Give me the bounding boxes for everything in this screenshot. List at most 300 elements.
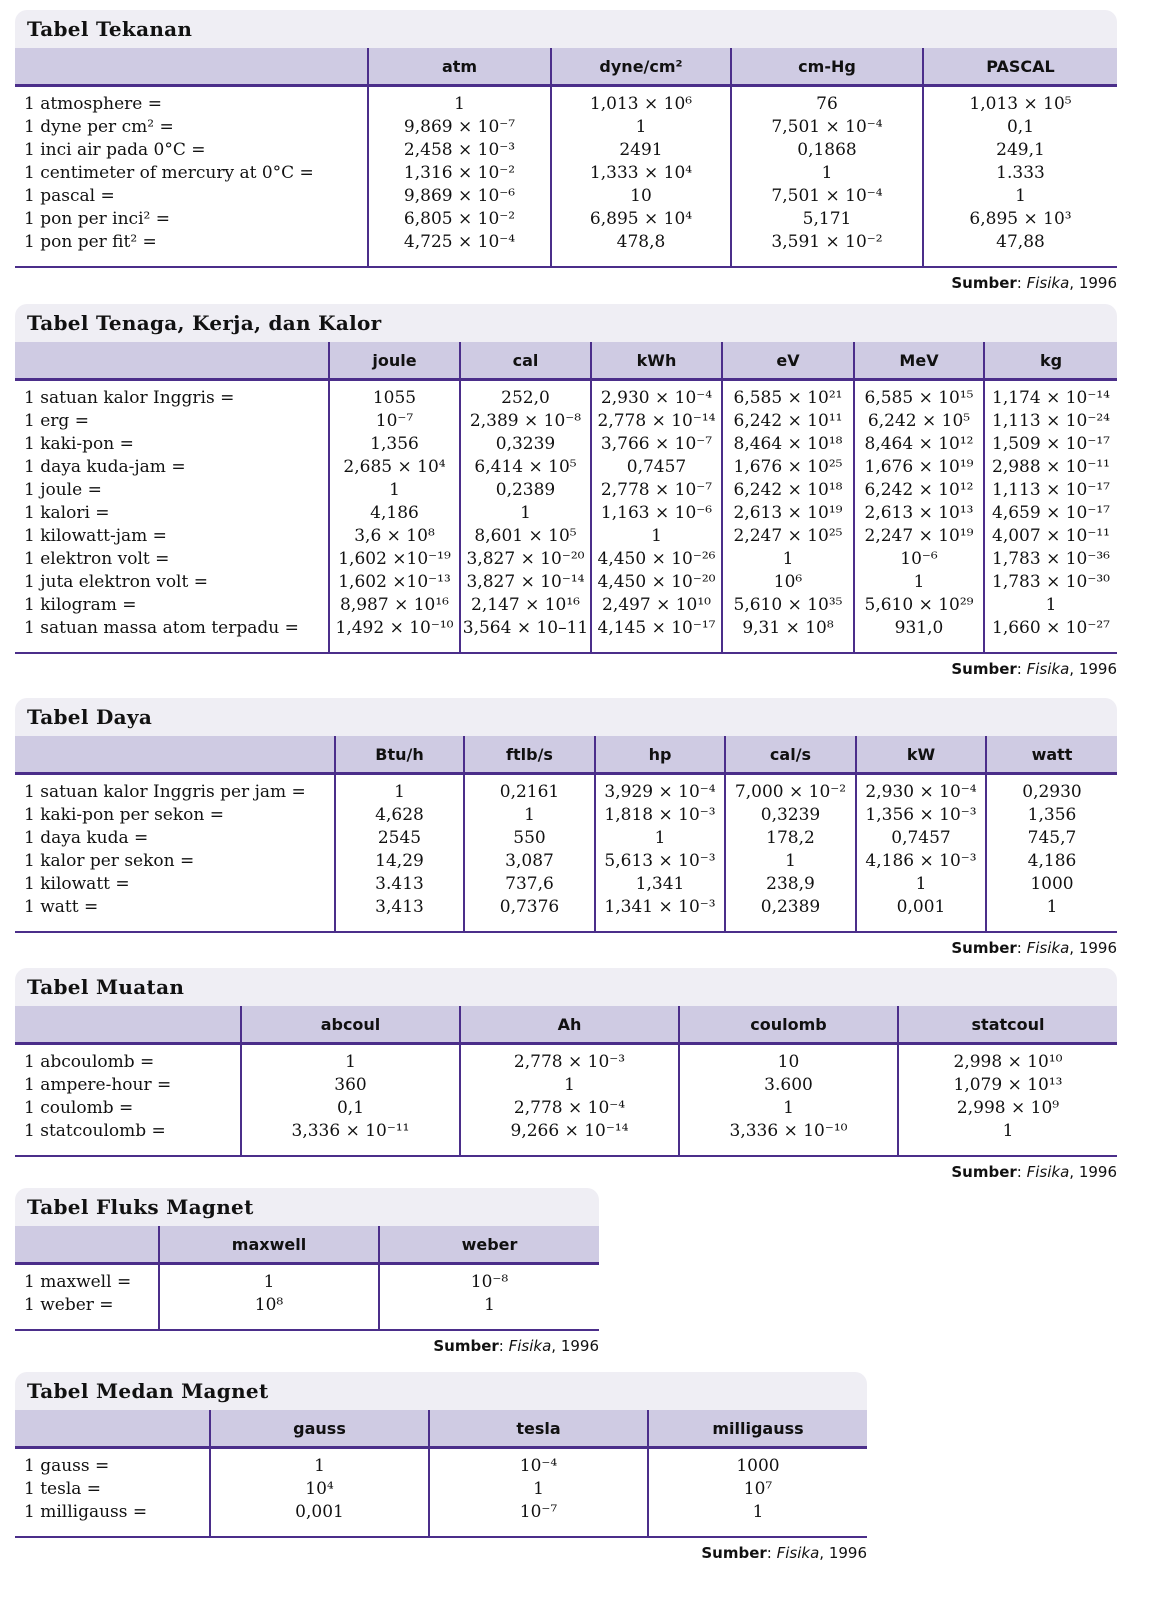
table-cell: 1 [725,850,856,873]
bottom-rule [15,931,1117,933]
source-year: , 1996 [1069,939,1117,957]
table-cell: 1,356 × 10⁻³ [856,804,986,827]
table-row [15,873,1117,896]
table-cell: 8,464 × 10¹² [854,433,984,456]
table-cell: 0,1 [241,1097,460,1120]
table-cell: 478,8 [551,231,731,266]
table-cell: 5,171 [731,208,923,231]
table-cell: 1,113 × 10⁻²⁴ [984,410,1117,433]
row-label: 1 maxwell = [24,1272,132,1292]
table-cell: 6,585 × 10²¹ [722,380,854,411]
table-row [15,896,1117,931]
table-cell: 1 [595,827,725,850]
table-cell: 3,336 × 10⁻¹⁰ [679,1120,898,1155]
table-cell: 1 [648,1501,867,1536]
conversion-table [15,1006,1117,1155]
table-cell: 5,610 × 10²⁹ [854,594,984,617]
column-header: kg [984,342,1117,380]
header-blank-cell [15,1006,241,1044]
table-cell: 6,895 × 10⁴ [551,208,731,231]
table-cell: 178,2 [725,827,856,850]
source-year: , 1996 [551,1337,599,1355]
source-note: Sumber: Fisika, 1996 [951,274,1117,292]
row-label: 1 kalori = [24,503,110,523]
table-cell: 3,766 × 10⁻⁷ [591,433,722,456]
table-cell: 0,7457 [591,456,722,479]
table-section-medan-magnet [15,1372,867,1562]
table-cell: 10⁸ [159,1294,379,1329]
row-label: 1 kilowatt = [24,874,130,894]
table-cell: 1 [460,1074,679,1097]
header-blank-cell [15,48,368,86]
table-cell: 2,778 × 10⁻¹⁴ [591,410,722,433]
table-cell: 1000 [648,1448,867,1479]
table-cell: 4,007 × 10⁻¹¹ [984,525,1117,548]
table-row [15,456,1117,479]
table-cell: 2,998 × 10¹⁰ [898,1044,1117,1075]
table-cell: 0,001 [210,1501,429,1536]
table-row [15,594,1117,617]
table-cell: 10 [551,185,731,208]
table-cell: 2,778 × 10⁻⁴ [460,1097,679,1120]
row-label: 1 weber = [24,1295,114,1315]
table-row [15,433,1117,456]
conversion-table [15,48,1117,266]
table-cell: 1,079 × 10¹³ [898,1074,1117,1097]
table-row [15,617,1117,652]
table-cell: 1,316 × 10⁻² [368,162,551,185]
source-year: , 1996 [1069,274,1117,292]
table-cell: 1 [923,185,1117,208]
row-label: 1 dyne per cm² = [24,117,174,137]
row-label: 1 coulomb = [24,1098,134,1118]
table-title: Tabel Daya [15,698,1117,736]
column-header: cm-Hg [731,48,923,86]
table-cell: 10⁴ [210,1478,429,1501]
column-header: tesla [429,1410,648,1448]
table-cell: 10⁻⁷ [429,1501,648,1536]
table-cell: 1,676 × 10²⁵ [722,456,854,479]
table-title: Tabel Tekanan [15,10,1117,48]
table-cell: 1,013 × 10⁵ [923,86,1117,117]
source-note: Sumber: Fisika, 1996 [951,939,1117,957]
column-header: abcoul [241,1006,460,1044]
table-cell: 8,601 × 10⁵ [460,525,591,548]
row-label: 1 pascal = [24,186,115,206]
column-header: kWh [591,342,722,380]
bottom-rule [15,266,1117,268]
table-cell: 2,613 × 10¹⁹ [722,502,854,525]
table-cell: 2,988 × 10⁻¹¹ [984,456,1117,479]
table-row [15,380,1117,411]
table-cell: 0,7457 [856,827,986,850]
source-year: , 1996 [1069,660,1117,678]
table-cell: 1,783 × 10⁻³⁶ [984,548,1117,571]
table-cell: 1,783 × 10⁻³⁰ [984,571,1117,594]
table-cell: 7,501 × 10⁻⁴ [731,185,923,208]
row-label: 1 satuan kalor Inggris = [24,388,235,408]
header-blank-cell [15,1226,159,1264]
table-cell: 0,001 [856,896,986,931]
table-cell: 1,341 [595,873,725,896]
table-cell: 1,163 × 10⁻⁶ [591,502,722,525]
table-cell: 8,464 × 10¹⁸ [722,433,854,456]
column-header: hp [595,736,725,774]
row-label: 1 daya kuda-jam = [24,457,186,477]
table-cell: 1,333 × 10⁴ [551,162,731,185]
table-cell: 6,805 × 10⁻² [368,208,551,231]
table-cell: 2,998 × 10⁹ [898,1097,1117,1120]
source-note: Sumber: Fisika, 1996 [433,1337,599,1355]
header-blank-cell [15,342,329,380]
table-cell: 1,676 × 10¹⁹ [854,456,984,479]
column-header: dyne/cm² [551,48,731,86]
row-label: 1 abcoulomb = [24,1052,155,1072]
table-cell: 2,778 × 10⁻⁷ [591,479,722,502]
row-label: 1 satuan kalor Inggris per jam = [24,782,306,802]
column-header: eV [722,342,854,380]
table-cell: 3.600 [679,1074,898,1097]
table-cell: 9,869 × 10⁻⁷ [368,116,551,139]
table-cell: 2,613 × 10¹³ [854,502,984,525]
table-row [15,231,1117,266]
table-cell: 9,266 × 10⁻¹⁴ [460,1120,679,1155]
column-header: PASCAL [923,48,1117,86]
table-cell: 2,389 × 10⁻⁸ [460,410,591,433]
table-cell: 3,087 [464,850,595,873]
source-book: Fisika [1026,1163,1070,1181]
table-section-tekanan [15,10,1117,292]
row-label: 1 elektron volt = [24,549,170,569]
table-cell: 4,186 [329,502,460,525]
table-cell: 10⁻⁶ [854,548,984,571]
column-header: kW [856,736,986,774]
column-header: cal [460,342,591,380]
table-cell: 1 [722,548,854,571]
table-cell: 1,113 × 10⁻¹⁷ [984,479,1117,502]
table-cell: 2491 [551,139,731,162]
table-cell: 2,778 × 10⁻³ [460,1044,679,1075]
table-cell: 1,356 [986,804,1117,827]
table-cell: 745,7 [986,827,1117,850]
table-cell: 1 [159,1264,379,1295]
column-header: MeV [854,342,984,380]
row-label: 1 kaki-pon = [24,434,134,454]
bottom-rule [15,652,1117,654]
table-cell: 1,509 × 10⁻¹⁷ [984,433,1117,456]
column-header: ftlb/s [464,736,595,774]
table-cell: 1 [898,1120,1117,1155]
table-section-fluks-magnet [15,1188,599,1355]
table-cell: 10⁻⁸ [379,1264,599,1295]
row-label: 1 erg = [24,411,89,431]
table-cell: 1,602 ×10⁻¹⁹ [329,548,460,571]
table-cell: 1 [731,162,923,185]
column-header: Ah [460,1006,679,1044]
table-cell: 1,492 × 10⁻¹⁰ [329,617,460,652]
table-row [15,86,1117,117]
bottom-rule [15,1329,599,1331]
source-book: Fisika [1026,939,1070,957]
table-cell: 8,987 × 10¹⁶ [329,594,460,617]
column-header: cal/s [725,736,856,774]
table-cell: 1,013 × 10⁶ [551,86,731,117]
row-label: 1 ampere-hour = [24,1075,172,1095]
source-book: Fisika [1026,274,1070,292]
table-cell: 1 [335,774,464,805]
table-cell: 4,450 × 10⁻²⁶ [591,548,722,571]
table-section-muatan [15,968,1117,1181]
table-cell: 1 [429,1478,648,1501]
source-book: Fisika [776,1544,820,1562]
table-cell: 3,591 × 10⁻² [731,231,923,266]
table-cell: 550 [464,827,595,850]
table-row [15,1074,1117,1097]
table-cell: 6,895 × 10³ [923,208,1117,231]
table-row [15,827,1117,850]
table-cell: 4,450 × 10⁻²⁰ [591,571,722,594]
table-cell: 1,660 × 10⁻²⁷ [984,617,1117,652]
source-label: Sumber [951,274,1017,292]
column-header: gauss [210,1410,429,1448]
table-cell: 4,725 × 10⁻⁴ [368,231,551,266]
table-cell: 5,610 × 10³⁵ [722,594,854,617]
column-header: watt [986,736,1117,774]
table-cell: 76 [731,86,923,117]
row-label: 1 watt = [24,897,99,917]
row-label: 1 daya kuda = [24,828,149,848]
conversion-table [15,1226,599,1329]
source-label: Sumber [701,1544,767,1562]
table-cell: 1 [379,1294,599,1329]
row-label: 1 centimeter of mercury at 0°C = [24,163,314,183]
table-cell: 1 [551,116,731,139]
table-cell: 238,9 [725,873,856,896]
table-row [15,850,1117,873]
row-label: 1 gauss = [24,1456,110,1476]
table-cell: 4,186 [986,850,1117,873]
table-cell: 3,336 × 10⁻¹¹ [241,1120,460,1155]
table-row [15,116,1117,139]
row-label: 1 pon per inci² = [24,209,170,229]
table-cell: 0,3239 [460,433,591,456]
table-cell: 1 [679,1097,898,1120]
table-title: Tabel Fluks Magnet [15,1188,599,1226]
table-cell: 0,2930 [986,774,1117,805]
table-cell: 1 [460,502,591,525]
table-cell: 6,242 × 10⁵ [854,410,984,433]
table-row [15,208,1117,231]
table-row [15,548,1117,571]
table-cell: 9,869 × 10⁻⁶ [368,185,551,208]
table-cell: 1 [210,1448,429,1479]
row-label: 1 inci air pada 0°C = [24,140,206,160]
source-label: Sumber [433,1337,499,1355]
table-row [15,410,1117,433]
table-cell: 1,602 ×10⁻¹³ [329,571,460,594]
table-cell: 3,827 × 10⁻²⁰ [460,548,591,571]
table-row [15,571,1117,594]
source-year: , 1996 [1069,1163,1117,1181]
table-section-tenaga [15,304,1117,678]
table-cell: 47,88 [923,231,1117,266]
table-cell: 10⁶ [722,571,854,594]
row-label: 1 satuan massa atom terpadu = [24,618,299,638]
column-header: milligauss [648,1410,867,1448]
table-title: Tabel Muatan [15,968,1117,1006]
bottom-rule [15,1536,867,1538]
header-blank-cell [15,736,335,774]
table-cell: 1,174 × 10⁻¹⁴ [984,380,1117,411]
row-label: 1 joule = [24,480,102,500]
table-row [15,162,1117,185]
table-cell: 2545 [335,827,464,850]
table-cell: 6,585 × 10¹⁵ [854,380,984,411]
table-cell: 2,497 × 10¹⁰ [591,594,722,617]
table-cell: 10⁻⁴ [429,1448,648,1479]
row-label: 1 milligauss = [24,1502,148,1522]
table-cell: 10⁻⁷ [329,410,460,433]
table-cell: 1 [241,1044,460,1075]
table-cell: 0,1 [923,116,1117,139]
table-cell: 2,247 × 10²⁵ [722,525,854,548]
table-row [15,1097,1117,1120]
table-cell: 2,458 × 10⁻³ [368,139,551,162]
table-cell: 1,341 × 10⁻³ [595,896,725,931]
source-book: Fisika [1026,660,1070,678]
conversion-table [15,342,1117,652]
row-label: 1 atmosphere = [24,94,162,114]
table-cell: 4,659 × 10⁻¹⁷ [984,502,1117,525]
row-label: 1 kilowatt-jam = [24,526,167,546]
column-header: weber [379,1226,599,1264]
table-cell: 737,6 [464,873,595,896]
table-cell: 4,628 [335,804,464,827]
table-row [15,1501,867,1536]
source-note: Sumber: Fisika, 1996 [951,1163,1117,1181]
table-row [15,525,1117,548]
source-note: Sumber: Fisika, 1996 [951,660,1117,678]
conversion-table [15,736,1117,931]
table-cell: 1 [856,873,986,896]
conversion-table [15,1410,867,1536]
table-row [15,185,1117,208]
table-cell: 9,31 × 10⁸ [722,617,854,652]
table-cell: 4,186 × 10⁻³ [856,850,986,873]
table-cell: 1 [464,804,595,827]
table-title: Tabel Medan Magnet [15,1372,867,1410]
table-row [15,1478,867,1501]
table-cell: 0,7376 [464,896,595,931]
row-label: 1 juta elektron volt = [24,572,208,592]
table-row [15,479,1117,502]
table-cell: 3,413 [335,896,464,931]
table-cell: 14,29 [335,850,464,873]
column-header: maxwell [159,1226,379,1264]
table-cell: 3.413 [335,873,464,896]
table-cell: 2,930 × 10⁻⁴ [856,774,986,805]
table-cell: 1 [986,896,1117,931]
row-label: 1 pon per fit² = [24,232,157,252]
table-cell: 1055 [329,380,460,411]
table-cell: 7,000 × 10⁻² [725,774,856,805]
table-cell: 1 [329,479,460,502]
table-cell: 2,247 × 10¹⁹ [854,525,984,548]
table-row [15,774,1117,805]
table-row [15,1448,867,1479]
table-cell: 1 [591,525,722,548]
row-label: 1 kaki-pon per sekon = [24,805,224,825]
column-header: statcoul [898,1006,1117,1044]
table-cell: 2,147 × 10¹⁶ [460,594,591,617]
column-header: joule [329,342,460,380]
column-header: Btu/h [335,736,464,774]
table-cell: 931,0 [854,617,984,652]
table-cell: 4,145 × 10⁻¹⁷ [591,617,722,652]
source-label: Sumber [951,939,1017,957]
table-row [15,1044,1117,1075]
table-cell: 1 [368,86,551,117]
table-cell: 1,356 [329,433,460,456]
column-header: coulomb [679,1006,898,1044]
source-book: Fisika [508,1337,552,1355]
header-blank-cell [15,1410,210,1448]
table-cell: 1 [984,594,1117,617]
table-cell: 0,2161 [464,774,595,805]
table-cell: 1 [854,571,984,594]
table-row [15,1120,1117,1155]
table-row [15,804,1117,827]
table-cell: 3,827 × 10⁻¹⁴ [460,571,591,594]
row-label: 1 kilogram = [24,595,137,615]
table-cell: 249,1 [923,139,1117,162]
table-cell: 6,242 × 10¹¹ [722,410,854,433]
table-cell: 3,929 × 10⁻⁴ [595,774,725,805]
table-cell: 10⁷ [648,1478,867,1501]
table-cell: 0,2389 [460,479,591,502]
table-cell: 6,242 × 10¹⁸ [722,479,854,502]
table-row [15,1294,599,1329]
table-row [15,1264,599,1295]
table-cell: 2,930 × 10⁻⁴ [591,380,722,411]
bottom-rule [15,1155,1117,1157]
row-label: 1 statcoulomb = [24,1121,166,1141]
table-title: Tabel Tenaga, Kerja, dan Kalor [15,304,1117,342]
table-cell: 10 [679,1044,898,1075]
row-label: 1 kalor per sekon = [24,851,195,871]
table-cell: 6,242 × 10¹² [854,479,984,502]
table-cell: 0,1868 [731,139,923,162]
column-header: atm [368,48,551,86]
source-note: Sumber: Fisika, 1996 [701,1544,867,1562]
table-cell: 252,0 [460,380,591,411]
table-row [15,139,1117,162]
source-year: , 1996 [819,1544,867,1562]
table-cell: 0,2389 [725,896,856,931]
table-cell: 7,501 × 10⁻⁴ [731,116,923,139]
table-cell: 1000 [986,873,1117,896]
table-cell: 1,818 × 10⁻³ [595,804,725,827]
source-label: Sumber [951,660,1017,678]
table-cell: 0,3239 [725,804,856,827]
table-cell: 6,414 × 10⁵ [460,456,591,479]
source-label: Sumber [951,1163,1017,1181]
table-cell: 3,6 × 10⁸ [329,525,460,548]
table-section-daya [15,698,1117,957]
table-cell: 5,613 × 10⁻³ [595,850,725,873]
table-cell: 360 [241,1074,460,1097]
table-row [15,502,1117,525]
